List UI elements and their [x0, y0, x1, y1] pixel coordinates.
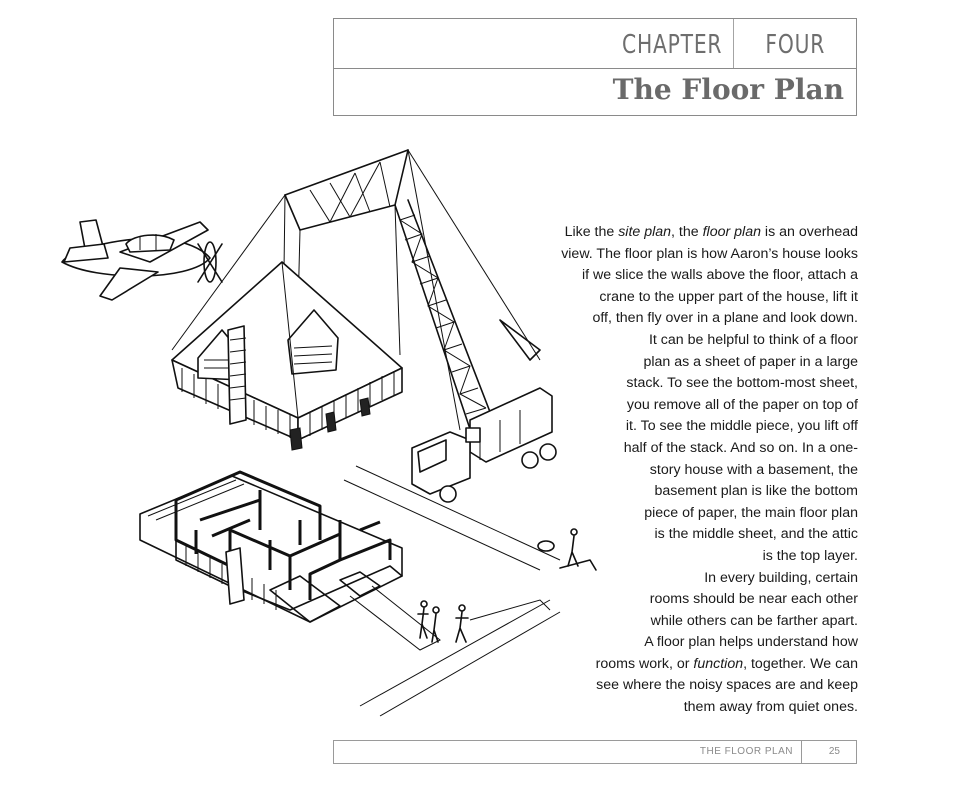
text-segment: off, then fly over in a plane and look down. [592, 310, 858, 327]
text-segment: piece of paper, the main floor plan [644, 504, 858, 521]
text-line [515, 568, 858, 590]
text-line [515, 373, 858, 395]
text-segment: you remove all of the paper on top of [626, 396, 858, 413]
chapter-header [333, 18, 857, 116]
text-line [515, 460, 858, 482]
floor-plan-icon [140, 466, 560, 716]
text-segment: , the [671, 224, 703, 240]
chapter-label: CHAPTER [422, 19, 734, 69]
text-line [515, 589, 858, 611]
text-line [515, 222, 858, 244]
text-line [515, 416, 858, 438]
text-line [515, 546, 858, 568]
text-line [515, 395, 858, 417]
text-segment: rooms work, or [595, 655, 694, 672]
text-line [515, 697, 858, 719]
text-segment: story house with a basement, the [649, 461, 858, 478]
text-line [515, 352, 858, 374]
text-segment: them away from quiet ones. [683, 699, 858, 716]
text-segment: is the middle sheet, and the attic [654, 526, 858, 543]
text-segment: Like the [564, 224, 619, 240]
text-line [515, 287, 858, 309]
chapter-number [734, 19, 856, 69]
page-footer [333, 740, 857, 764]
page-number: 25 [828, 746, 840, 757]
text-segment: plan as a sheet of paper in a large [643, 353, 858, 370]
text-line [515, 481, 858, 503]
text-segment: half of the stack. And so on. In a one- [623, 439, 858, 456]
text-segment: , together. We can [743, 655, 858, 672]
chapter-title: The Floor Plan [612, 73, 844, 106]
text-line [515, 524, 858, 546]
text-segment: while others can be farther apart. [650, 612, 858, 629]
chapter-number-text: FOUR [765, 30, 825, 60]
body-text [515, 222, 858, 719]
text-line [515, 308, 858, 330]
text-line [515, 675, 858, 697]
italic-term: floor plan [702, 224, 761, 240]
running-head: THE FLOOR PLAN [700, 741, 802, 763]
italic-term: function [693, 655, 744, 672]
text-segment: In every building, certain [704, 569, 858, 586]
text-segment: basement plan is like the bottom [654, 483, 858, 500]
text-line [515, 611, 858, 633]
text-segment: view. The floor plan is how Aaron’s house looks [561, 245, 858, 262]
italic-term: site plan [618, 224, 672, 240]
text-line [515, 330, 858, 352]
text-line [515, 265, 858, 287]
text-line [515, 244, 858, 266]
text-segment: see where the noisy spaces are and keep [596, 677, 858, 694]
text-line [515, 632, 858, 654]
text-segment: It can be helpful to think of a floor [648, 331, 858, 348]
text-line [515, 503, 858, 525]
text-segment: A floor plan helps understand how [644, 634, 858, 651]
text-segment: rooms should be near each other [649, 591, 858, 608]
house-roof-icon [172, 262, 402, 450]
text-segment: crane to the upper part of the house, lift it [599, 288, 858, 305]
text-segment: is an overhead [760, 224, 858, 240]
text-segment: is the top layer. [762, 547, 858, 564]
chapter-row [334, 19, 856, 69]
text-line [515, 654, 858, 676]
airplane-icon [62, 220, 222, 300]
text-segment: if we slice the walls above the floor, attach a [581, 267, 858, 284]
text-segment: it. To see the middle piece, you lift off [625, 418, 858, 435]
text-segment: stack. To see the bottom-most sheet, [626, 375, 858, 392]
text-line [515, 438, 858, 460]
